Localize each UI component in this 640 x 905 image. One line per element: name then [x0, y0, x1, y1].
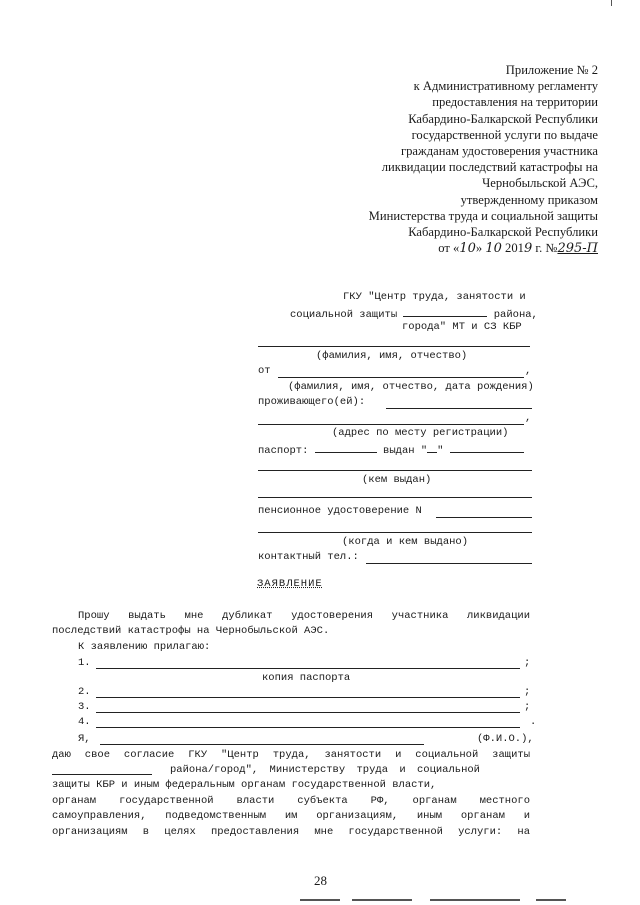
fio-hint: (фамилия, имя, отчество): [316, 350, 468, 362]
attachment-3-end: ;: [524, 701, 531, 713]
issue-day-blank[interactable]: [427, 442, 437, 453]
residing-label: проживающего(ей):: [258, 396, 366, 408]
contact-label: контактный тел.:: [258, 551, 359, 563]
appendix-line: Приложение № 2: [505, 63, 598, 77]
attachment-2-line[interactable]: [96, 697, 520, 698]
residing-line[interactable]: [386, 408, 532, 409]
fio-short: (Ф.И.О.),: [477, 733, 534, 745]
appendix-line: Кабардино-Балкарской Республики: [408, 225, 598, 240]
issued-by-line-2[interactable]: [258, 497, 532, 498]
handwritten-month: 10: [485, 241, 502, 257]
attachment-4-line[interactable]: [96, 727, 520, 728]
attachment-2-end: ;: [524, 686, 531, 698]
appendix-line: к Административному регламенту: [413, 79, 598, 94]
passport-row: паспорт: выдан " ": [258, 442, 524, 457]
page-number: 28: [314, 873, 327, 888]
pension-number-line[interactable]: [436, 517, 532, 518]
contact-line[interactable]: [366, 563, 532, 564]
appendix-header: [369, 62, 598, 257]
address-line[interactable]: [258, 424, 524, 425]
address-hint: (адрес по месту регистрации): [332, 427, 509, 439]
consent-line-6: организациям в целях предоставления мне государственной услуги: на: [52, 826, 530, 838]
scan-artifact: [352, 899, 412, 901]
scan-artifact: [430, 899, 520, 901]
attachment-3-number: 3.: [78, 701, 91, 713]
from-comma: ,: [525, 365, 532, 377]
attachment-1-number: 1.: [78, 657, 91, 669]
issued-by-hint: (кем выдан): [362, 474, 432, 486]
appendix-line: утвержденному приказом: [460, 192, 598, 207]
handwritten-year-digit: 9: [523, 241, 533, 257]
attachment-3-line[interactable]: [96, 712, 520, 713]
attachment-4-number: 4.: [78, 716, 91, 728]
issued-by-line[interactable]: [258, 470, 532, 471]
addressee-line-2: социальной защиты района,: [290, 306, 538, 321]
passport-number-blank[interactable]: [315, 442, 377, 453]
consent-line-3: защиты КБР и иным федеральным органам государственной власти,: [52, 779, 437, 791]
district-consent-blank[interactable]: [52, 764, 152, 775]
address-comma: ,: [525, 412, 532, 424]
attachment-1-line[interactable]: [96, 668, 520, 669]
attachment-1-end: ;: [524, 657, 531, 669]
consent-line-4: органам государственной власти субъекта РФ, органам местного: [52, 795, 530, 807]
from-label: от: [258, 365, 271, 377]
scan-artifact: [536, 899, 566, 901]
statement-para-line-2: последствий катастрофы на Чернобыльской АЭС.: [52, 625, 330, 637]
attachment-2-number: 2.: [78, 686, 91, 698]
appendix-line: ликвидации последствий катастрофы на: [381, 160, 598, 175]
scan-artifact: [611, 0, 612, 6]
pension-label: пенсионное удостоверение N: [258, 505, 422, 517]
issue-date-blank[interactable]: [450, 442, 524, 453]
attach-label: К заявлению прилагаю:: [78, 641, 211, 653]
applicant-name-line[interactable]: [258, 346, 530, 347]
consent-line-5: самоуправления, подведомственным им организациям, иным органам и: [52, 810, 530, 822]
pension-extra-line[interactable]: [258, 532, 532, 533]
handwritten-order-number: 295-П: [557, 241, 598, 257]
scan-artifact: [300, 899, 340, 901]
statement-para-line-1: Прошу выдать мне дубликат удостоверения участника ликвидации: [78, 610, 530, 622]
appendix-line: Чернобыльской АЭС,: [482, 176, 598, 191]
addressee-line-3: города" МТ и СЗ КБР: [402, 321, 522, 333]
appendix-line: предоставления на территории: [432, 95, 598, 110]
consent-line-1: даю свое согласие ГКУ "Центр труда, занятости и социальной защиты: [52, 749, 530, 761]
appendix-line: Кабардино-Балкарской Республики: [408, 111, 598, 126]
when-by-hint: (когда и кем выдано): [342, 536, 469, 548]
statement-title: ЗАЯВЛЕНИЕ: [257, 578, 323, 590]
i-fio-line[interactable]: [100, 744, 424, 745]
from-hint: (фамилия, имя, отчество, дата рождения): [288, 381, 534, 393]
passport-copy-caption: копия паспорта: [262, 672, 351, 684]
attachment-4-end: .: [530, 716, 537, 728]
from-line[interactable]: [278, 377, 524, 378]
appendix-line: Министерства труда и социальной защиты: [368, 208, 598, 223]
consent-line-2: [52, 764, 152, 779]
appendix-line: государственной услуги по выдаче: [411, 127, 598, 142]
approval-date: от «10» 10 2019 г. №295-П: [438, 241, 598, 257]
appendix-line: гражданам удостоверения участника: [400, 144, 598, 159]
handwritten-day: 10: [459, 241, 476, 257]
i-label: Я,: [78, 733, 91, 745]
consent-line-2-text: района/город", Министерству труда и социальной: [170, 764, 480, 776]
district-blank[interactable]: [403, 306, 487, 317]
addressee-line-1: ГКУ "Центр труда, занятости и: [343, 291, 526, 303]
